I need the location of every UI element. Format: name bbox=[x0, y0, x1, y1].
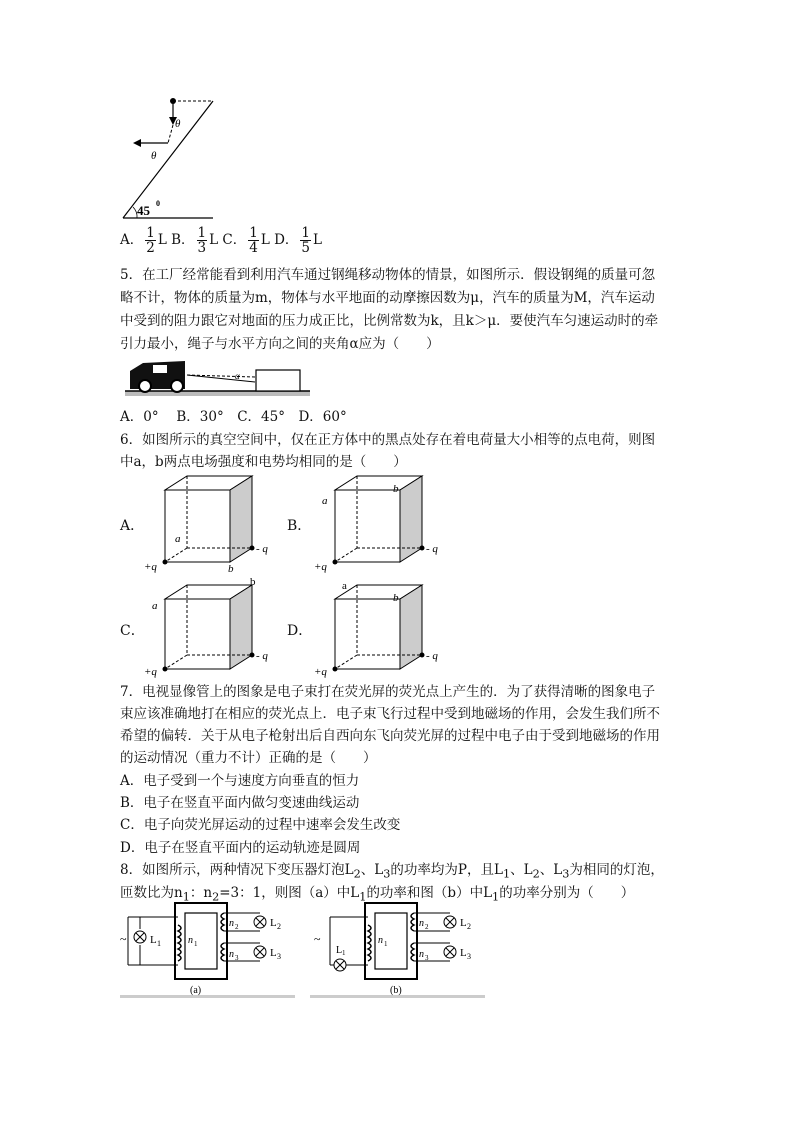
charge-minus: - q bbox=[256, 650, 268, 662]
q7-line-2: 束应该准确地打在相应的荧光点上．电子束飞行过程中受到地磁场的作用，会发生我们所不 bbox=[120, 706, 660, 722]
svg-text:3: 3 bbox=[467, 952, 471, 961]
svg-text:1: 1 bbox=[157, 939, 161, 948]
point-b: b bbox=[250, 576, 256, 588]
charge-plus: +q bbox=[144, 666, 157, 678]
cube-b bbox=[310, 470, 445, 575]
q5-line-2: 略不计，物体的质量为m，物体与水平地面的动摩擦因数为μ，汽车的质量为M，汽车运动 bbox=[120, 290, 655, 306]
q7-option-c: C．电子向荧光屏运动的过程中速率会发生改变 bbox=[120, 817, 401, 833]
point-a: a bbox=[175, 533, 181, 545]
q7-line-3: 希望的偏转．关于从电子枪射出后自西向东飞向荧光屏的过程中电子由于受到地磁场的作用 bbox=[120, 728, 660, 744]
svg-text:L: L bbox=[460, 917, 467, 929]
svg-text:n: n bbox=[229, 918, 234, 929]
svg-text:3: 3 bbox=[235, 954, 239, 962]
theta-label: θ bbox=[151, 150, 157, 162]
svg-text:2: 2 bbox=[467, 922, 471, 931]
svg-text:n: n bbox=[419, 949, 424, 960]
fraction: $\frac{1}{5}$ bbox=[301, 225, 311, 256]
point-a: a bbox=[322, 495, 328, 507]
point-b: b bbox=[393, 592, 399, 604]
angle-label: 45 bbox=[137, 203, 150, 218]
q5-line-1: 5．在工厂经常能看到利用汽车通过钢绳移动物体的情景，如图所示．假设钢绳的质量可忽 bbox=[120, 267, 656, 283]
alpha-label: α bbox=[235, 371, 240, 381]
q5-line-4: 引力最小，绳子与水平方向之间的夹角α应为（ ） bbox=[120, 336, 440, 352]
lamp-label: L bbox=[150, 934, 157, 946]
svg-text:L: L bbox=[270, 947, 277, 959]
svg-text:n: n bbox=[229, 949, 234, 960]
cube-a bbox=[140, 470, 275, 575]
transformer-figure-b bbox=[310, 895, 485, 1007]
fraction: $\frac{1}{3}$ bbox=[197, 225, 207, 256]
charge-minus: - q bbox=[426, 650, 438, 662]
truck-figure bbox=[125, 355, 315, 399]
svg-text:3: 3 bbox=[425, 954, 429, 962]
svg-text:n: n bbox=[188, 935, 193, 946]
q6-option-d: D． bbox=[287, 623, 313, 639]
q5-options: A．0° B．30° C．45° D．60° bbox=[120, 409, 347, 425]
q6-option-b: B． bbox=[287, 518, 312, 534]
q8-line-1: 8．如图所示，两种情况下变压器灯泡$L_2$、$L_3$的功率均为P，且$L_1$、$L_2$、$L_3$为相同的灯泡， bbox=[120, 862, 664, 881]
charge-plus: +q bbox=[314, 666, 327, 678]
q5-line-3: 中受到的阻力跟它对地面的压力成正比，比例常数为k，且k＞μ．要使汽车匀速运动时的牵 bbox=[120, 313, 659, 329]
option-letter: A bbox=[120, 232, 130, 248]
q7-option-b: B．电子在竖直平面内做匀变速曲线运动 bbox=[120, 795, 360, 811]
point-a: a bbox=[152, 600, 158, 612]
option-letter: C bbox=[222, 232, 233, 248]
q7-option-d: D．电子在竖直平面内的运动轨迹是圆周 bbox=[120, 840, 361, 856]
cube-d bbox=[310, 575, 445, 680]
charge-plus: +q bbox=[144, 561, 157, 573]
q8-line-2: 匝数比为$n_1$：$n_2=3$：1，则图（a）中$L_1$的功率和图（b）中$L_1$的功率分别为（ ） bbox=[120, 885, 635, 904]
point-b: b bbox=[228, 563, 234, 575]
point-a: a bbox=[342, 580, 347, 592]
ac-source: ~ bbox=[314, 932, 321, 946]
cube-c bbox=[140, 575, 275, 680]
svg-text:3: 3 bbox=[277, 952, 281, 961]
svg-text:L: L bbox=[460, 947, 467, 959]
transformer-figure-a bbox=[120, 895, 295, 1007]
q7-option-a: A．电子受到一个与速度方向垂直的恒力 bbox=[120, 773, 360, 789]
figure-label-a: (a) bbox=[190, 985, 202, 996]
svg-text:2: 2 bbox=[277, 922, 281, 931]
point-b: b bbox=[393, 483, 399, 495]
incline-figure bbox=[115, 95, 215, 223]
theta-label: θ bbox=[175, 118, 181, 130]
svg-text:1: 1 bbox=[194, 940, 198, 948]
q6-line-1: 6．如图所示的真空空间中，仅在正方体中的黑点处存在着电荷量大小相等的点电荷，则图 bbox=[120, 432, 656, 448]
option-letter: D bbox=[274, 232, 285, 248]
svg-text:n: n bbox=[419, 918, 424, 929]
q4-options: A． $\frac{1}{2}$ L B． $\frac{1}{3}$ L C． $\frac{1}{4}$ L D． $\frac{1}{5}$ L bbox=[120, 225, 322, 256]
option-letter: B bbox=[171, 232, 182, 248]
q6-option-a: A． bbox=[120, 518, 145, 534]
charge-minus: - q bbox=[426, 543, 438, 555]
svg-text:1: 1 bbox=[384, 940, 388, 948]
fraction: $\frac{1}{2}$ bbox=[146, 225, 155, 256]
svg-text:1: 1 bbox=[342, 949, 346, 957]
svg-text:L: L bbox=[336, 945, 343, 956]
svg-text:L: L bbox=[270, 917, 277, 929]
fraction: $\frac{1}{4}$ bbox=[249, 225, 258, 256]
charge-plus: +q bbox=[314, 561, 327, 573]
q7-line-1: 7．电视显像管上的图象是电子束打在荧光屏的荧光点上产生的．为了获得清晰的图象电子 bbox=[120, 684, 656, 700]
figure-label-b: (b) bbox=[390, 985, 402, 996]
angle-sup: 0 bbox=[156, 199, 160, 208]
q6-option-c: C． bbox=[120, 623, 145, 639]
svg-text:2: 2 bbox=[235, 923, 239, 931]
q7-line-4: 的运动情况（重力不计）正确的是（ ） bbox=[120, 750, 377, 766]
svg-text:2: 2 bbox=[425, 923, 429, 931]
svg-text:n: n bbox=[378, 935, 383, 946]
q6-line-2: 中a，b两点电场强度和电势均相同的是（ ） bbox=[120, 454, 407, 470]
charge-minus: - q bbox=[256, 543, 268, 555]
ac-source: ~ bbox=[120, 932, 127, 946]
